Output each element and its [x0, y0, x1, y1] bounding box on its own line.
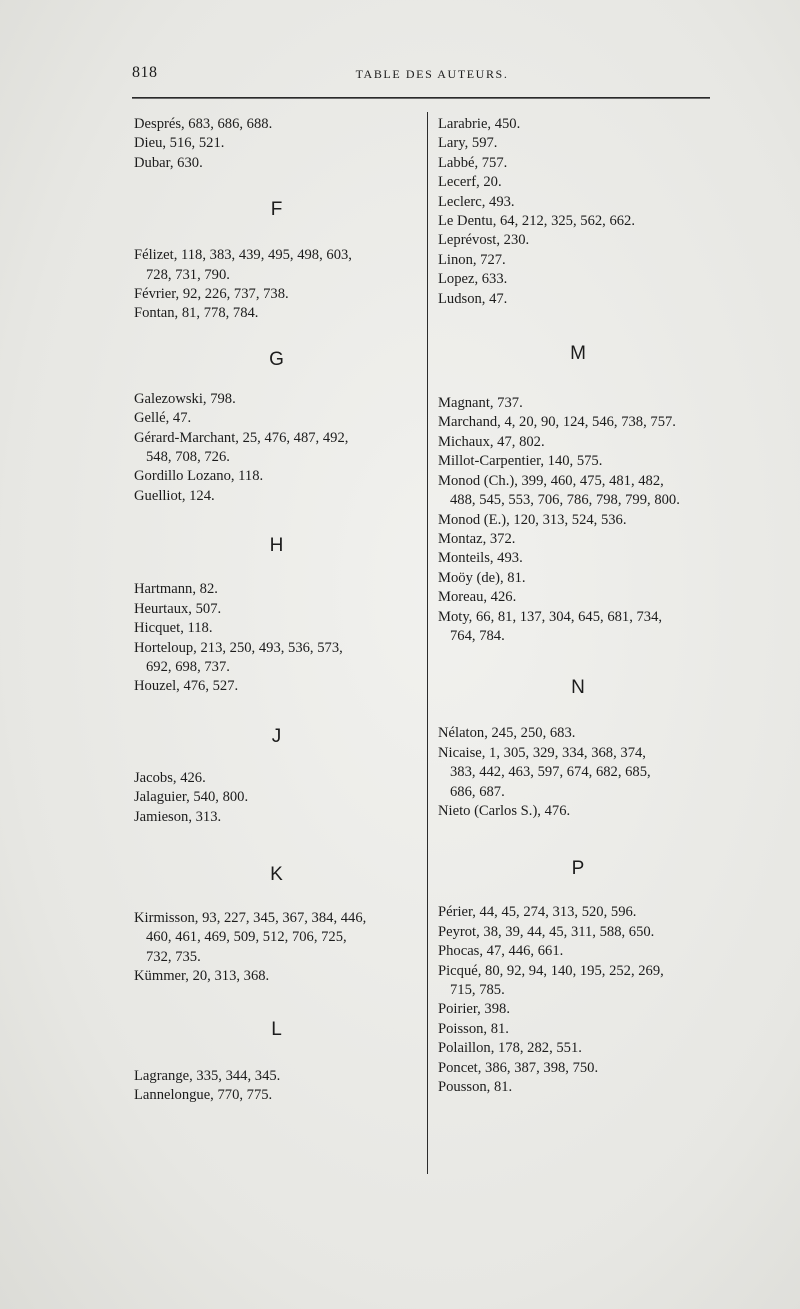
index-entry: Poncet, 386, 387, 398, 750.	[438, 1059, 599, 1076]
index-entry: Lagrange, 335, 344, 345.	[134, 1067, 281, 1084]
section-letter: H	[269, 535, 284, 557]
section-letter: F	[270, 199, 283, 221]
index-entry: Hicquet, 118.	[134, 620, 213, 637]
index-entry: Kümmer, 20, 313, 368.	[134, 968, 270, 985]
index-entry: Le Dentu, 64, 212, 325, 562, 662.	[438, 213, 635, 230]
section-letter: L	[271, 1018, 282, 1040]
index-entry: Moreau, 426.	[438, 589, 517, 606]
index-entry: Linon, 727.	[438, 251, 506, 268]
index-entry: Peyrot, 38, 39, 44, 45, 311, 588, 650.	[438, 923, 655, 940]
index-entry: Polaillon, 178, 282, 551.	[438, 1040, 582, 1057]
index-entry: Pousson, 81.	[438, 1079, 513, 1096]
index-entry: Dubar, 630.	[134, 154, 203, 171]
index-entry: Jamieson, 313.	[134, 808, 222, 825]
left-column	[134, 115, 419, 1105]
page-number: 818	[132, 64, 158, 81]
index-entry: Gordillo Lozano, 118.	[134, 468, 264, 485]
index-entry: Dieu, 516, 521.	[134, 135, 225, 152]
index-entry: Horteloup, 213, 250, 493, 536, 573, 692, 698, 737.	[134, 639, 343, 675]
index-entry: Nicaise, 1, 305, 329, 334, 368, 374, 383, 442, 463, 597, 674, 682, 685, 686, 687.	[438, 744, 651, 800]
index-entry: Ludson, 47.	[438, 290, 508, 307]
index-entry: Monod (E.), 120, 313, 524, 536.	[438, 511, 627, 528]
header-rule	[132, 97, 710, 98]
running-title: TABLE DES AUTEURS.	[355, 67, 509, 81]
section-letter: K	[270, 863, 283, 885]
index-entry: Hartmann, 82.	[134, 581, 218, 598]
index-entry: Phocas, 47, 446, 661.	[438, 943, 564, 960]
index-entry: Montaz, 372.	[438, 530, 516, 547]
index-entry: Després, 683, 686, 688.	[134, 116, 273, 132]
index-entry: Lannelongue, 770, 775.	[134, 1086, 273, 1103]
page-header	[132, 64, 712, 88]
section-letter: N	[571, 677, 585, 699]
section-letter: J	[271, 725, 282, 747]
index-entry: Michaux, 47, 802.	[438, 433, 545, 450]
index-entry: Monod (Ch.), 399, 460, 475, 481, 482, 488, 545, 553, 706, 786, 798, 799, 800.	[438, 472, 680, 509]
index-entry: Guelliot, 124.	[134, 487, 215, 504]
index-entry: Houzel, 476, 527.	[134, 678, 239, 695]
index-entry: Leclerc, 493.	[438, 193, 515, 210]
index-entry: Février, 92, 226, 737, 738.	[134, 286, 289, 303]
index-entry: Lary, 597.	[438, 135, 498, 152]
index-entry: Lecerf, 20.	[438, 174, 502, 191]
index-entry: Moöy (de), 81.	[438, 569, 526, 586]
index-entry: Gellé, 47.	[134, 410, 192, 427]
index-entry: Poisson, 81.	[438, 1020, 509, 1037]
index-entry: Larabrie, 450.	[438, 116, 521, 132]
section-letter: P	[571, 858, 585, 880]
index-entry: Moty, 66, 81, 137, 304, 645, 681, 734, 764, 784.	[438, 608, 663, 644]
column-divider	[427, 112, 428, 1174]
index-entry: Nieto (Carlos S.), 476.	[438, 802, 571, 819]
index-entry: Jalaguier, 540, 800.	[134, 789, 249, 806]
index-entry: Nélaton, 245, 250, 683.	[438, 725, 576, 742]
index-entry: Monteils, 493.	[438, 550, 523, 567]
index-entry: Jacobs, 426.	[134, 769, 206, 786]
index-entry: Lopez, 633.	[438, 271, 508, 288]
index-entry: Galezowski, 798.	[134, 390, 236, 407]
index-entry: Heurtaux, 507.	[134, 600, 222, 617]
index-entry: Marchand, 4, 20, 90, 124, 546, 738, 757.	[438, 414, 676, 431]
index-entry: Félizet, 118, 383, 439, 495, 498, 603, 728, 731, 790.	[134, 247, 352, 283]
index-entry: Gérard-Marchant, 25, 476, 487, 492, 548, 708, 726.	[134, 429, 349, 466]
index-entry: Kirmisson, 93, 227, 345, 367, 384, 446, 460, 461, 469, 509, 512, 706, 725, 732, 735.	[134, 909, 367, 965]
index-entry: Fontan, 81, 778, 784.	[134, 305, 259, 322]
right-column	[438, 115, 728, 1097]
index-entry: Millot-Carpentier, 140, 575.	[438, 453, 603, 470]
index-entry: Magnant, 737.	[438, 395, 523, 412]
section-letter: M	[570, 343, 586, 365]
index-entry: Labbé, 757.	[438, 154, 508, 171]
index-entry: Picqué, 80, 92, 94, 140, 195, 252, 269, 715, 785.	[438, 962, 664, 998]
index-entry: Leprévost, 230.	[438, 232, 530, 249]
section-letter: G	[269, 348, 284, 370]
index-entry: Périer, 44, 45, 274, 313, 520, 596.	[438, 904, 637, 921]
index-entry: Poirier, 398.	[438, 1001, 510, 1018]
